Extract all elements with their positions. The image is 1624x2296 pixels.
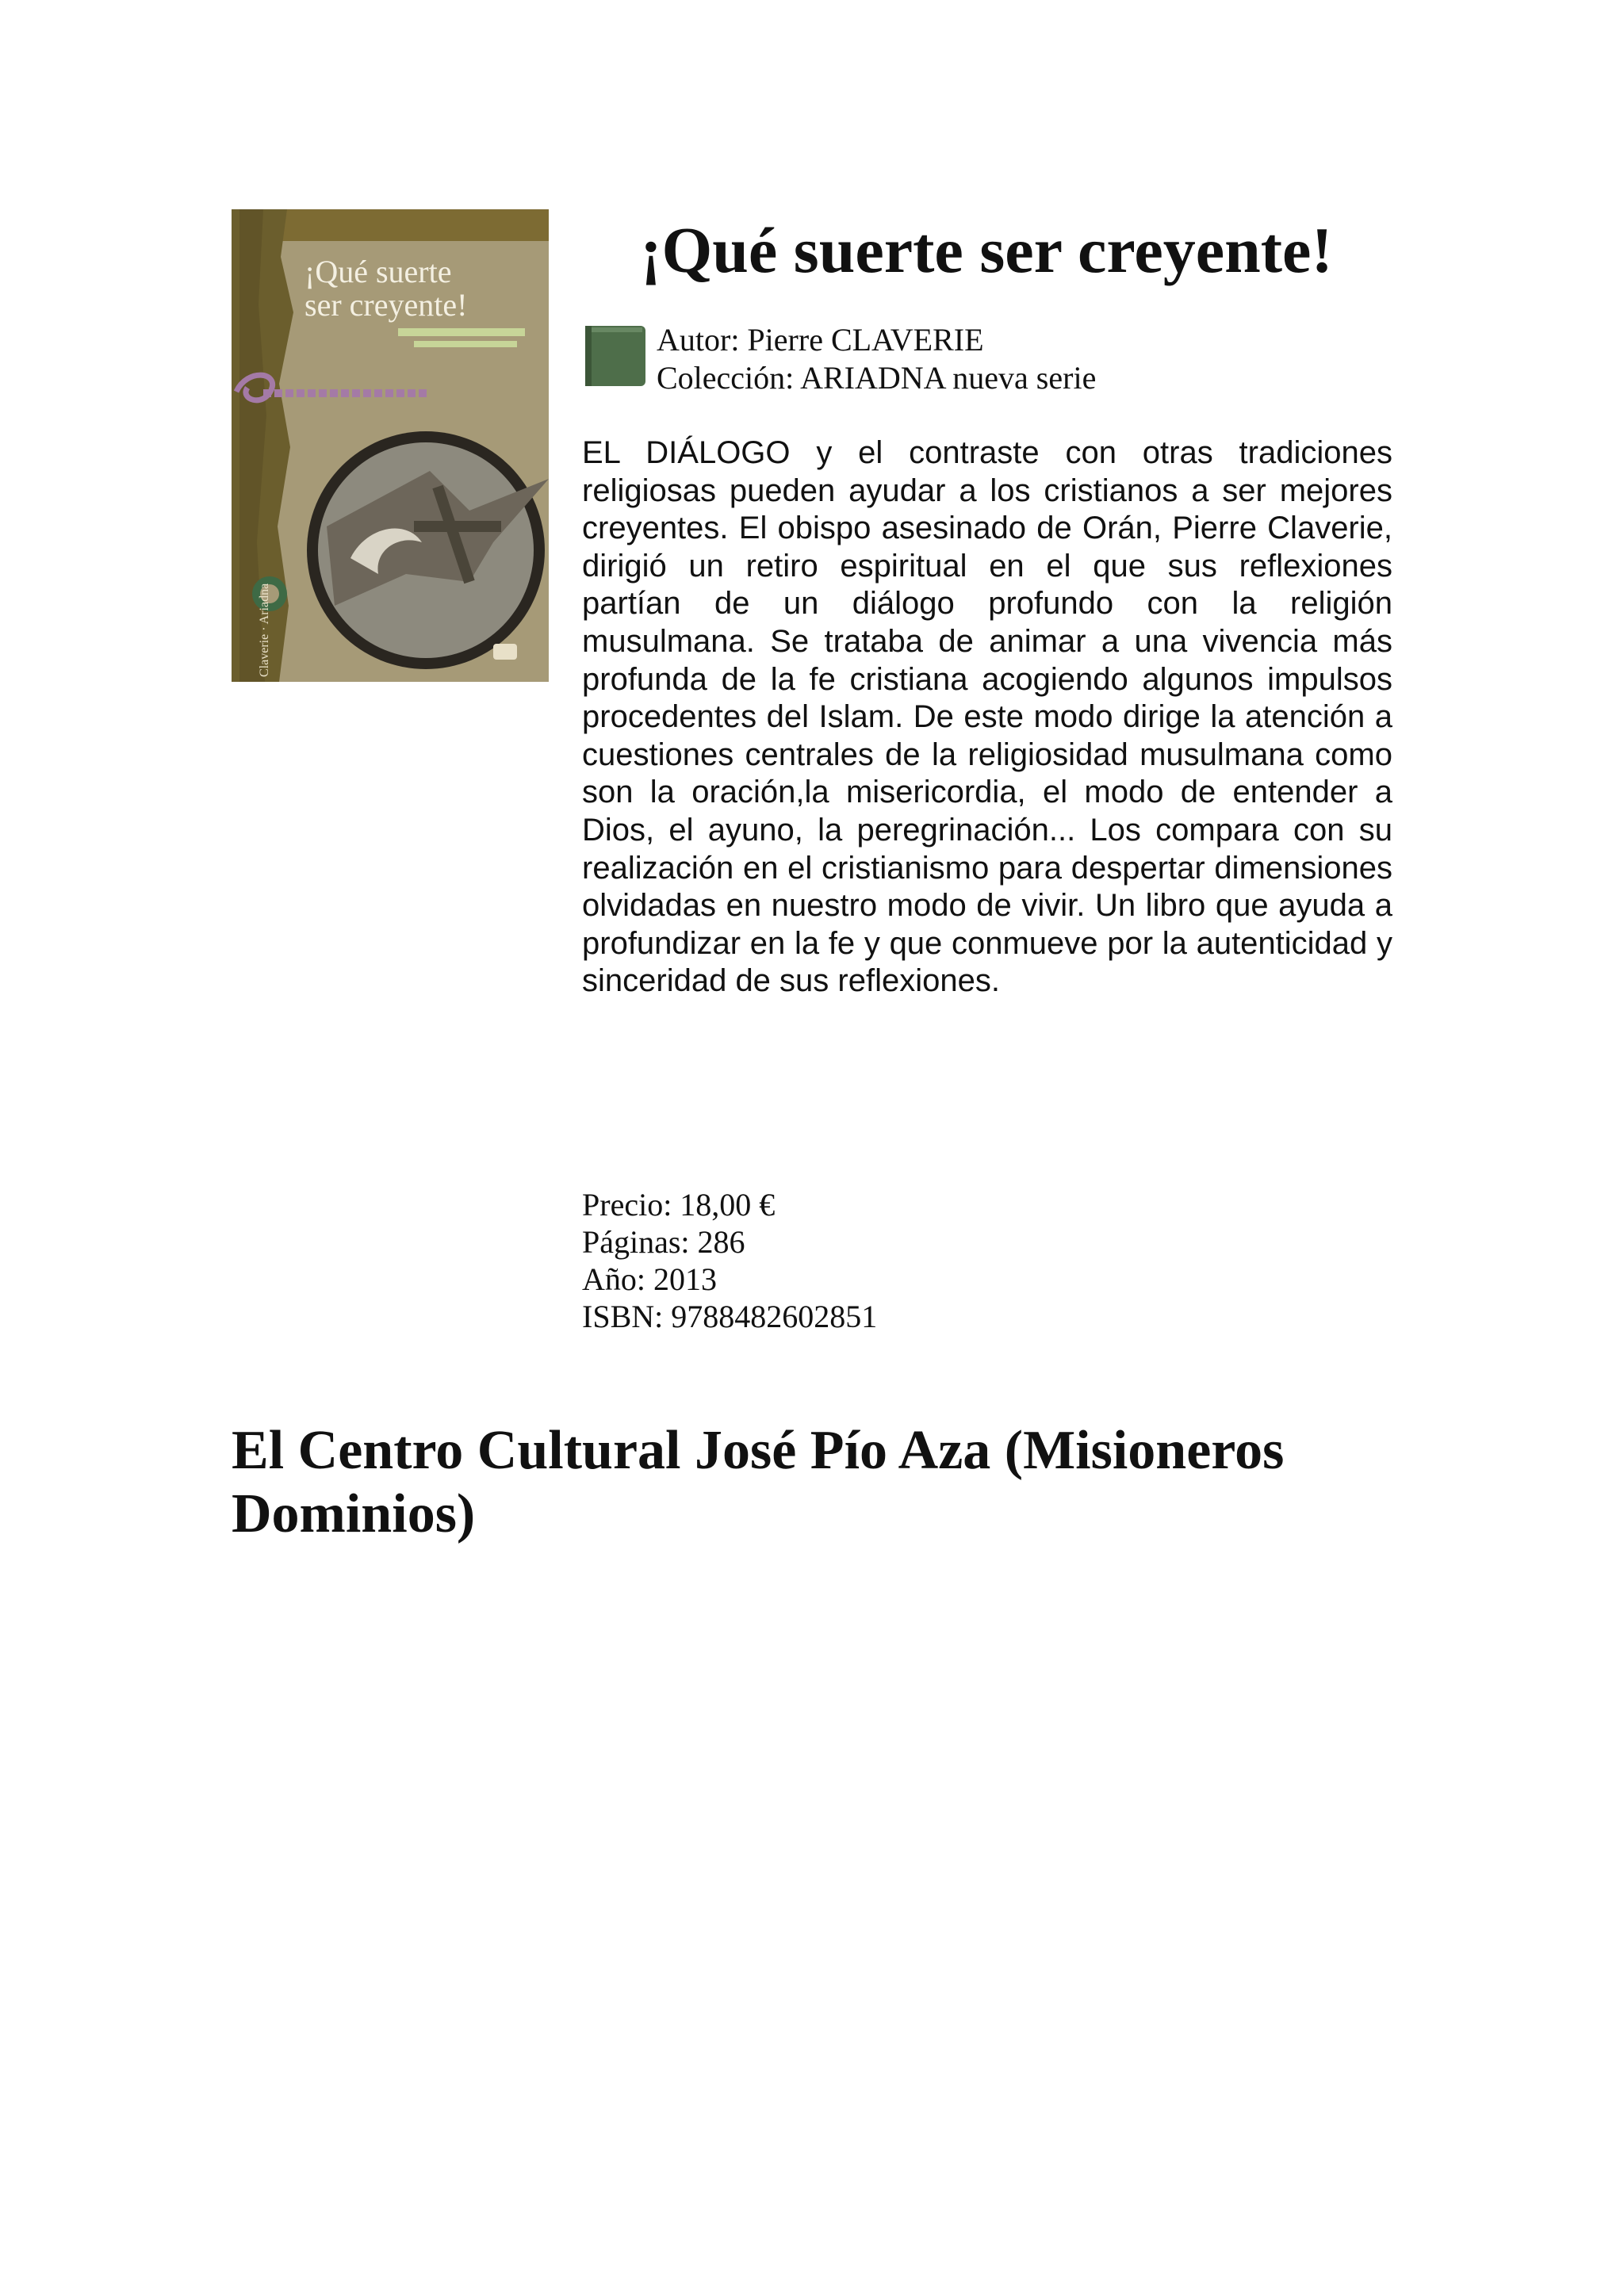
cover-title-line-1: ¡Qué suerte	[304, 254, 452, 289]
book-cover-image	[232, 209, 549, 682]
green-book-icon	[582, 323, 649, 389]
pages-line: Páginas: 286	[582, 1224, 745, 1260]
year-line: Año: 2013	[582, 1261, 717, 1297]
price-line: Precio: 18,00 €	[582, 1187, 776, 1223]
section-heading: El Centro Cultural José Pío Aza (Misioneros Dominios)	[232, 1420, 1285, 1544]
book-details	[582, 1186, 877, 1335]
isbn-line: ISBN: 9788482602851	[582, 1299, 878, 1334]
book-meta	[657, 321, 1096, 397]
book-title: ¡Qué suerte ser creyente!	[640, 214, 1333, 286]
book-cover-illustration	[232, 209, 549, 682]
collection-line: Colección: ARIADNA nueva serie	[657, 360, 1097, 396]
book-description: EL DIÁLOGO y el contraste con otras tradiciones religiosas pueden ayudar a los cristianos a ser mejores creyentes. El obispo asesinado de Orán, Pierre Claverie, dirigió un retiro espiritual en el que sus reflexiones partían de un diálogo profundo con la religión musulmana. Se trataba de animar a una vivencia más profunda de la fe cristiana acogiendo algunos impulsos procedentes del Islam. De este modo dirige la atención a cuestiones centrales de la religiosidad musulmana como son la oración,la misericordia, el modo de entender a Dios, el ayuno, la peregrinación... Los compara con su realización en el cristianismo para despertar dimensiones olvidadas en nuestro modo de vivir. Un libro que ayuda a profundizar en la fe y que conmueve por la autenticidad y sinceridad de sus reflexiones.	[582, 435, 1392, 999]
cover-spine-text: Claverie · Ariadna	[258, 583, 271, 677]
author-line: Autor: Pierre CLAVERIE	[657, 322, 984, 358]
cover-title-line-2: ser creyente!	[304, 287, 468, 323]
